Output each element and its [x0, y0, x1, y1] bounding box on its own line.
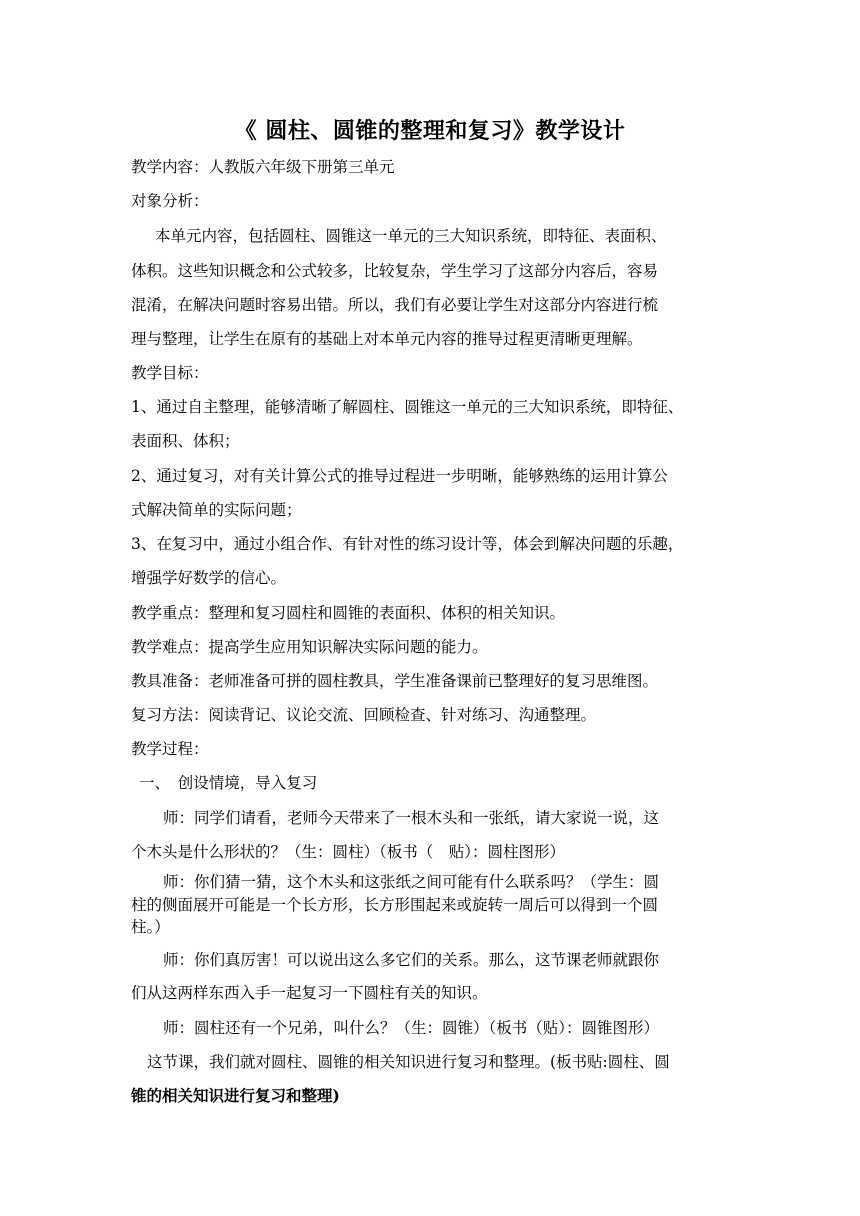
- dialogue-line: 柱。）: [131, 918, 170, 936]
- difficult-points: 教学难点：提高学生应用知识解决实际问题的能力。: [131, 638, 488, 656]
- process-heading: 教学过程：: [131, 740, 209, 758]
- paragraph-line: 理与整理，让学生在原有的基础上对本单元内容的推导过程更清晰更理解。: [131, 330, 643, 348]
- paragraph-line: 体积。这些知识概念和公式较多，比较复杂，学生学习了这部分内容后，容易: [131, 262, 659, 280]
- goal-1-line: 1、通过自主整理，能够清晰了解圆柱、圆锥这一单元的三大知识系统，即特征、: [131, 398, 684, 416]
- dialogue-line: 们从这两样东西入手一起复习一下圆柱有关的知识。: [131, 984, 488, 1002]
- paragraph-line: 本单元内容，包括圆柱、圆锥这一单元的三大知识系统，即特征、表面积、: [155, 227, 667, 245]
- dialogue-line: 这节课，我们就对圆柱、圆锥的相关知识进行复习和整理。(板书贴:圆柱、圆: [147, 1053, 670, 1071]
- dialogue-line: 柱的侧面展开可能是一个长方形，长方形围起来或旋转一周后可以得到一个圆: [131, 896, 659, 914]
- goal-3-line: 3、在复习中，通过小组合作、有针对性的练习设计等，体会到解决问题的乐趣，: [131, 535, 684, 553]
- dialogue-line: 师：同学们请看，老师今天带来了一根木头和一张纸，请大家说一说，这: [163, 809, 660, 827]
- goal-2-line: 2、通过复习，对有关计算公式的推导过程进一步明晰，能够熟练的运用计算公: [131, 467, 668, 485]
- analysis-heading: 对象分析：: [131, 192, 209, 210]
- review-methods: 复习方法：阅读背记、议论交流、回顾检查、针对练习、沟通整理。: [131, 706, 597, 724]
- goal-1-line: 表面积、体积；: [131, 432, 240, 450]
- teaching-content: 教学内容：人教版六年级下册第三单元: [131, 158, 395, 176]
- paragraph-line: 混淆，在解决问题时容易出错。所以，我们有必要让学生对这部分内容进行梳: [131, 296, 659, 314]
- dialogue-line: 师：圆柱还有一个兄弟，叫什么？（生：圆锥）（板书（贴）：圆锥图形）: [163, 1019, 660, 1037]
- goal-2-line: 式解决简单的实际问题；: [131, 501, 302, 519]
- document-title: 《 圆柱、圆锥的整理和复习》教学设计: [234, 118, 626, 144]
- section-one-heading: 一、 创设情境，导入复习: [139, 774, 318, 792]
- goal-3-line: 增强学好数学的信心。: [131, 569, 287, 587]
- teaching-aids: 教具准备：老师准备可拼的圆柱教具，学生准备课前已整理好的复习思维图。: [131, 672, 659, 690]
- goals-heading: 教学目标：: [131, 364, 209, 382]
- dialogue-line: 师：你们真厉害！可以说出这么多它们的关系。那么，这节课老师就跟你: [163, 951, 660, 969]
- key-points: 教学重点：整理和复习圆柱和圆锥的表面积、体积的相关知识。: [131, 604, 566, 622]
- dialogue-line: 个木头是什么形状的？（生：圆柱）（板书（ 贴）：圆柱图形）: [131, 843, 566, 861]
- dialogue-line: 师：你们猜一猜，这个木头和这张纸之间可能有什么联系吗？（学生：圆: [163, 873, 660, 891]
- dialogue-line: 锥的相关知识进行复习和整理): [131, 1086, 340, 1105]
